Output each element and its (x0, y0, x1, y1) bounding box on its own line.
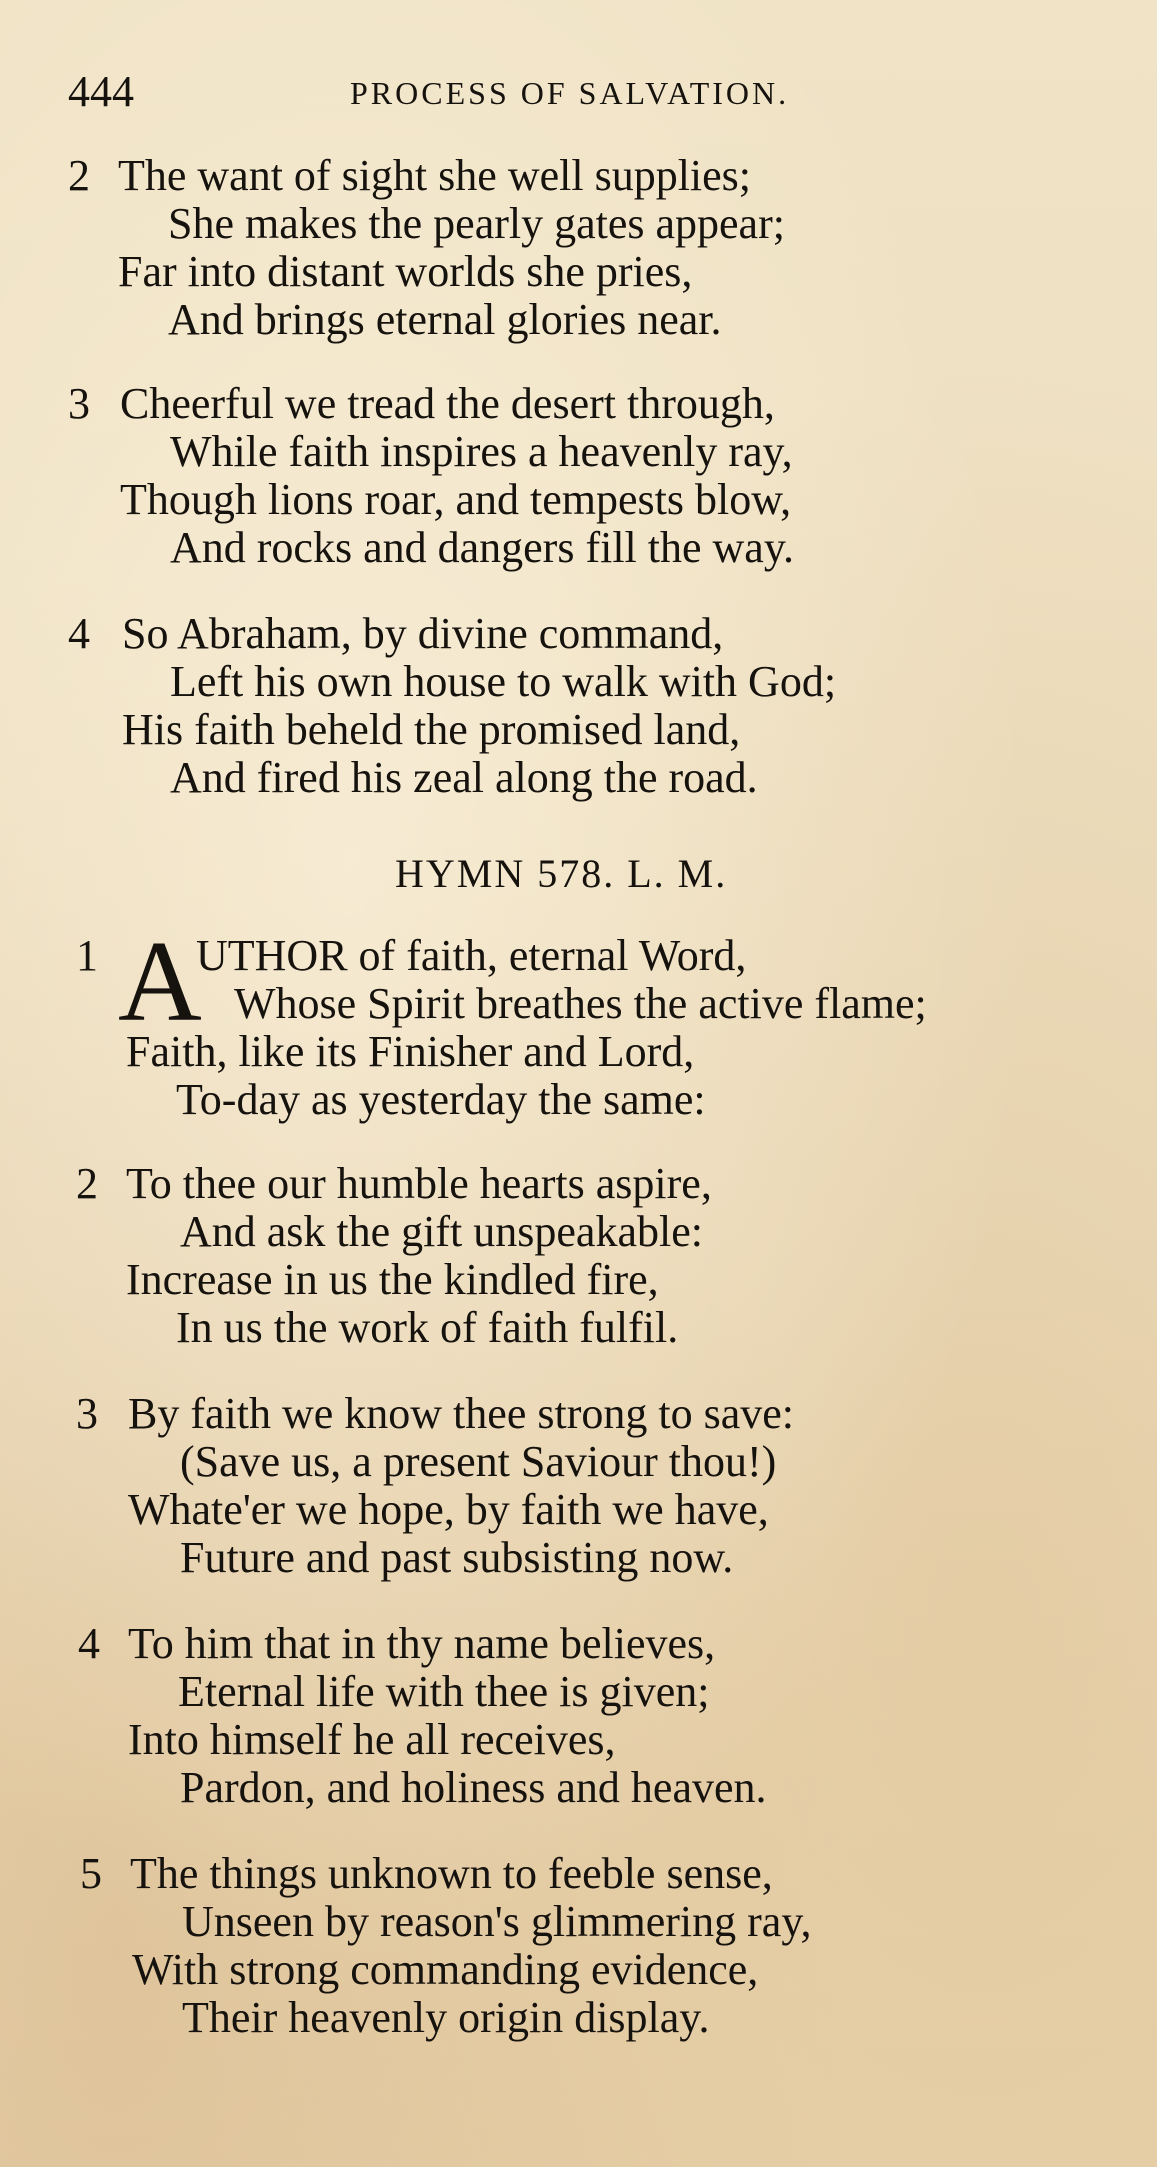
verse-line: And rocks and dangers fill the way. (170, 523, 794, 572)
verse-line: Future and past subsisting now. (180, 1533, 734, 1582)
verse-number: 3 (68, 379, 90, 428)
verse-line: The want of sight she well supplies; (118, 151, 752, 200)
hymn-title: HYMN 578. L. M. (395, 851, 728, 896)
verse-line: Pardon, and holiness and heaven. (180, 1763, 767, 1812)
verse-line: By faith we know thee strong to save: (128, 1389, 794, 1438)
verse-line: UTHOR of faith, eternal Word, (196, 931, 747, 980)
verse-line: Left his own house to walk with God; (170, 657, 837, 706)
verse-line: Far into distant worlds she pries, (118, 247, 693, 296)
verse-number: 2 (68, 151, 90, 200)
verse-line: In us the work of faith fulfil. (176, 1303, 679, 1352)
page-header (0, 62, 1157, 122)
verse-number: 2 (76, 1159, 98, 1208)
verse-line: Cheerful we tread the desert through, (120, 379, 775, 428)
page-number: 444 (68, 67, 134, 116)
running-title: PROCESS OF SALVATION. (350, 75, 790, 111)
verse-line: To thee our humble hearts aspire, (126, 1159, 712, 1208)
verse-line: And ask the gift unspeakable: (180, 1207, 703, 1256)
verse-line: To-day as yesterday the same: (176, 1075, 706, 1124)
verse-number: 4 (68, 609, 90, 658)
verse-line: And brings eternal glories near. (168, 295, 722, 344)
verse-line: While faith inspires a heavenly ray, (170, 427, 793, 476)
verse-line: With strong commanding evidence, (132, 1945, 759, 1994)
verse-line: The things unknown to feeble sense, (130, 1849, 773, 1898)
verse-line: Faith, like its Finisher and Lord, (126, 1027, 695, 1076)
verse-line: Whate'er we hope, by faith we have, (128, 1485, 769, 1534)
verse-number: 1 (76, 931, 98, 980)
verse-line: Their heavenly origin display. (182, 1993, 710, 2042)
verse-line: Whose Spirit breathes the active flame; (234, 979, 927, 1028)
drop-cap: A (118, 918, 202, 1046)
verse-line: Unseen by reason's glimmering ray, (182, 1897, 812, 1946)
verse-line: To him that in thy name believes, (128, 1619, 716, 1668)
verse-line: (Save us, a present Saviour thou!) (180, 1437, 777, 1486)
verse-line: And fired his zeal along the road. (170, 753, 758, 802)
verse-line: So Abraham, by divine command, (122, 609, 724, 658)
verse-line: Into himself he all receives, (128, 1715, 616, 1764)
verse-line: She makes the pearly gates appear; (168, 199, 785, 248)
verse-line: Eternal life with thee is given; (178, 1667, 710, 1716)
verse-line: Increase in us the kindled fire, (126, 1255, 659, 1304)
verse-number: 5 (80, 1849, 102, 1898)
verse-line: His faith beheld the promised land, (122, 705, 741, 754)
verse-number: 4 (78, 1619, 100, 1668)
verse-number: 3 (76, 1389, 98, 1438)
verse-line: Though lions roar, and tempests blow, (120, 475, 792, 524)
